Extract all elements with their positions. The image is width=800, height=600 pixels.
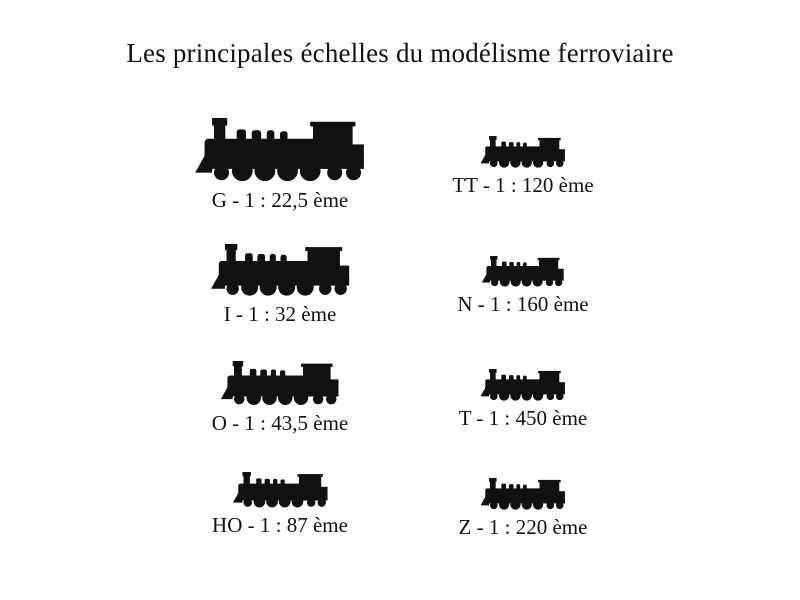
steam-locomotive-icon [218,361,342,407]
steam-locomotive-icon [480,478,566,511]
scale-label: I - 1 : 32 ème [223,302,337,326]
scale-ho [180,472,380,538]
steam-locomotive-icon [208,244,353,298]
scale-o [180,361,380,436]
steam-locomotive-icon [481,256,565,288]
scale-label: G - 1 : 22,5 ème [211,188,349,212]
steam-locomotive-icon [480,136,566,169]
scale-label: O - 1 : 43,5 ème [211,411,349,435]
steam-locomotive-icon [480,369,566,402]
scale-n [423,256,623,317]
scale-label: N - 1 : 160 ème [457,292,589,316]
scale-i [180,244,380,327]
scale-label: HO - 1 : 87 ème [212,513,348,537]
scale-t [423,369,623,431]
steam-locomotive-icon [191,118,369,184]
scale-tt [423,136,623,198]
scale-z [423,478,623,540]
scale-label: Z - 1 : 220 ème [458,515,588,539]
steam-locomotive-icon [232,472,329,509]
scale-g [180,118,380,213]
scale-label: T - 1 : 450 ème [458,406,588,430]
diagram-title: Les principales échelles du modélisme ferroviaire [126,38,674,68]
scale-label: TT - 1 : 120 ème [452,173,594,197]
